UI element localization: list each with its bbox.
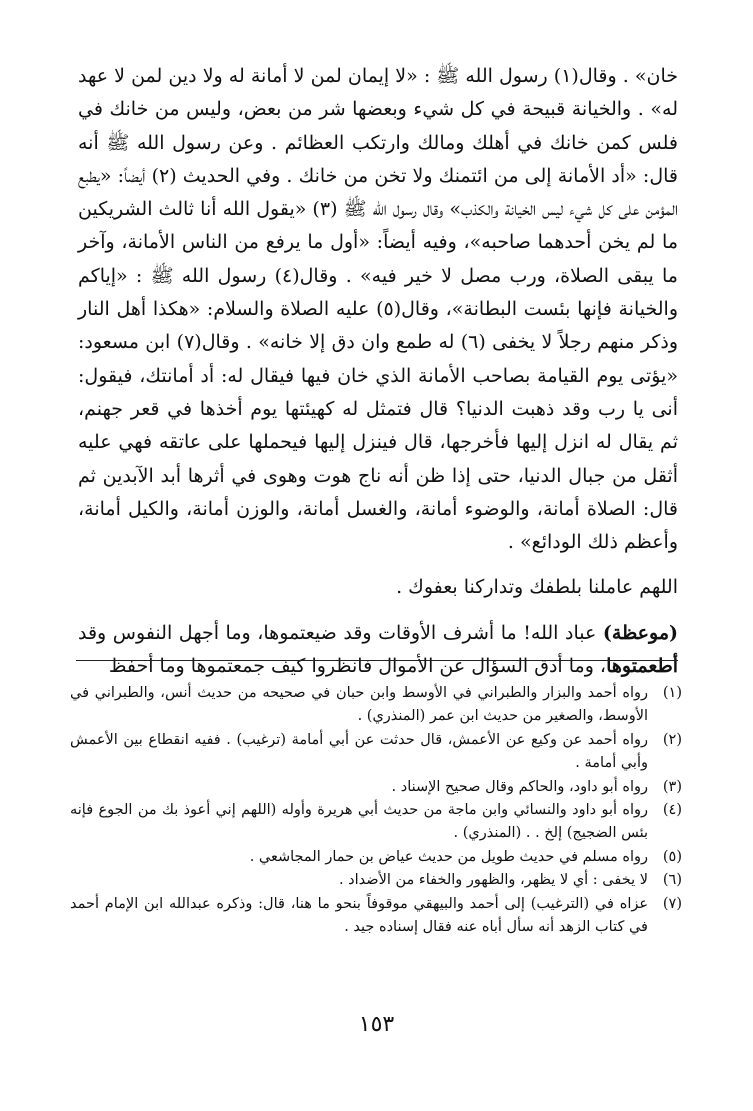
footnote-number: (٤) <box>662 802 682 819</box>
footnote-number: (٦) <box>662 872 682 889</box>
footnote-text: رواه أحمد عن وكيع عن الأعمش، قال حدثت عن أبي أمامة (ترغيب) . ففيه انقطاع بين الأعمش وأبي أمامة . <box>70 731 648 772</box>
footnote-2 <box>70 729 682 776</box>
footnote-4 <box>70 799 682 846</box>
mawiza-bold-word: أطعمتوها <box>606 655 678 678</box>
paragraph-mawiza <box>78 617 678 684</box>
footnote-number: (٢) <box>662 731 682 748</box>
paragraph-dua: اللهم عاملنا بلطفك وتداركنا بعفوك . <box>396 576 678 599</box>
main-text <box>78 60 678 683</box>
footnote-6 <box>70 869 682 892</box>
footnote-7 <box>70 893 682 940</box>
footnote-separator <box>76 660 678 661</box>
footnote-number: (٧) <box>662 895 682 912</box>
page-number: ١٥٣ <box>358 1012 395 1037</box>
mawiza-label: (موعظة) <box>602 621 678 644</box>
footnote-text: رواه أحمد والبزار والطبراني في الأوسط وابن حبان في صحيحه من حديث أنس، والطبراني في الأوسط، والصغير من حديث ابن عمر (المنذري) . <box>70 685 648 725</box>
footnote-number: (١) <box>662 685 682 701</box>
footnote-number: (٥) <box>662 848 682 865</box>
footnote-text: لا يخفى : أي لا يظهر، والظهور والخفاء من الأضداد . <box>338 872 648 889</box>
footnote-text: رواه أبو داود والنسائي وابن ماجة من حديث أبي هريرة وأوله (اللهم إني أعوذ بك من الجوع فإنه بئس الضجيج) إلخ . . (المنذري) . <box>70 802 648 842</box>
footnote-5 <box>70 846 682 869</box>
paragraph-khiyana: خان» . وقال(١) رسول الله ﷺ : «لا إيمان لمن لا أمانة له ولا دين لمن لا عهد له» . والخيانة قبيحة في كل شيء وبعضها شر من بعض، وليس من خانك في فلس كمن خانك في أهلك ومالك وارتكب العظائم . وعن رسول الله ﷺ أنه قال: «أد الأمانة إلى من ائتمنك ولا تخن من خانك . وفي الحديث (٢) أيضاً: «يطبع المؤمن على كل شيء ليس الخيانة والكذب» وقال رسول الله ﷺ (٣) «يقول الله أنا ثالث الشريكين ما لم يخن أحدهما صاحبه»، وفيه أيضاً: «أول ما يرفع من الناس الأمانة، وآخر ما يبقى الصلاة، ورب مصل لا خير فيه» . وقال(٤) رسول الله ﷺ : «إياكم والخيانة فإنها بئست البطانة»، وقال(٥) عليه الصلاة والسلام: «هكذا أهل النار وذكر منهم رجلاً لا يخفى (٦) له طمع وان دق إلا خانه» . وقال(٧) ابن مسعود: «يؤتى يوم القيامة بصاحب الأمانة الذي خان فيها فيقال له: أد أمانتك، فيقول: أنى يا رب وقد ذهبت الدنيا؟ قال فتمثل له كهيئتها يوم أخذها في قعر جهنم، ثم يقال له انزل إليها فأخرجها، قال فينزل إليها فيحملها على عاتقه فهي عليه أثقل من جبال الدنيا، حتى إذا ظن أنه ناج هوت وهوى في أثرها أبد الآبدين ثم قال: الصلاة أمانة، والوضوء أمانة، والغسل أمانة، والوزن أمانة، والكيل أمانة، وأعظم ذلك الودائع» . <box>78 65 679 554</box>
footnotes <box>70 682 682 939</box>
footnote-text: عزاه في (الترغيب) إلى أحمد والبيهقي موقوفاً بنحو ما هنا، قال: وذكره عبدالله ابن الإمام أحمد في كتاب الزهد أنه سأل أباه عنه فقال إسناده جيد . <box>70 895 648 936</box>
footnote-text: رواه أبو داود، والحاكم وقال صحيح الإسناد . <box>391 778 648 795</box>
mawiza-rest: ، وما أدق السؤال عن الأموال فانظروا كيف جمعتموها وما أحفظ <box>108 655 607 678</box>
footnote-3 <box>70 776 682 799</box>
footnote-number: (٣) <box>662 778 682 795</box>
footnote-1 <box>70 682 682 729</box>
mawiza-text: عباد الله! ما أشرف الأوقات وقد ضيعتموها، وما أجهل النفوس وقد <box>78 621 603 644</box>
footnote-text: رواه مسلم في حديث طويل من حديث عياض بن حمار المجاشعي . <box>249 848 648 865</box>
